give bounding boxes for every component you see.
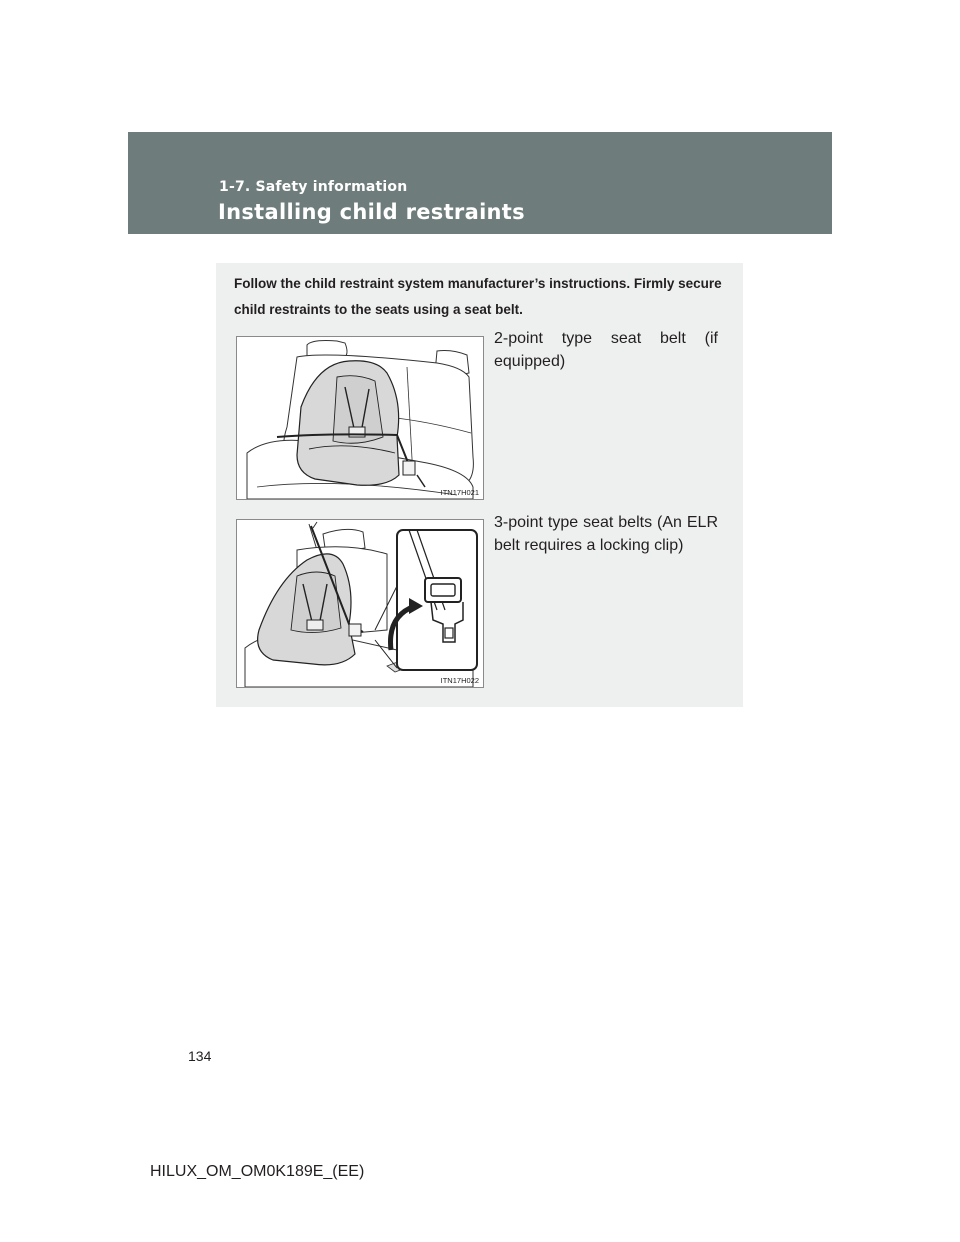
figure-code: ITN17H022 (440, 676, 479, 685)
figure-caption: 3-point type seat belts (An ELR belt requires a locking clip) (494, 514, 718, 554)
section-header (128, 132, 832, 234)
figure-3-point-belt (236, 519, 484, 688)
page-number: 134 (188, 1048, 212, 1064)
content-panel (216, 263, 743, 707)
figure-caption: 2-point type seat belt (if equipped) (494, 330, 718, 370)
page-title: Installing child restraints (218, 200, 525, 224)
intro-text: Follow the child restraint system manufacturer’s instructions. Firmly secure child restraints to the seats using a seat belt. (234, 276, 722, 317)
child-seat-illustration (237, 337, 483, 499)
figure-code: ITN17H021 (440, 488, 479, 497)
section-label: 1-7. Safety information (219, 179, 408, 195)
footer-document-code: HILUX_OM_OM0K189E_(EE) (150, 1163, 365, 1180)
child-seat-locking-clip-illustration (237, 520, 483, 687)
figure-2-point-belt (236, 336, 484, 500)
